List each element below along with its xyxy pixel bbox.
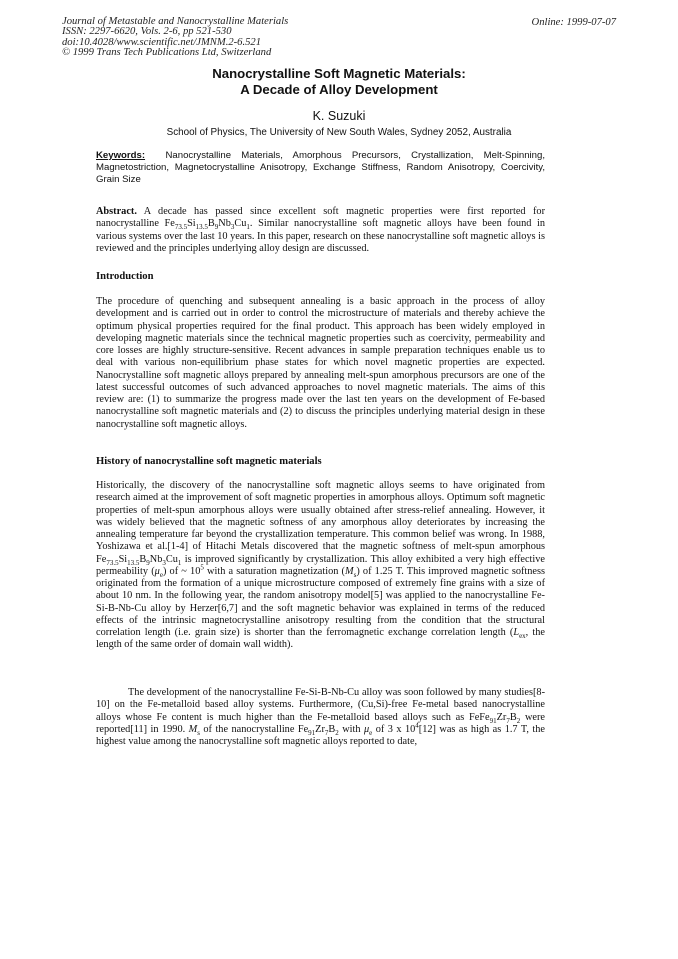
el-b: B bbox=[207, 218, 215, 230]
mu-sub-2: e bbox=[369, 728, 373, 737]
title-line-2: A Decade of Alloy Development bbox=[240, 81, 438, 97]
online-date: Online: 1999-07-07 bbox=[531, 17, 616, 28]
el-cu-2: Cu bbox=[165, 553, 178, 565]
history-text-1a: Historically, the discovery of the nanocrystalline soft magnetic alloys seems to have originated from research aimed at the improvement of soft magnetic properties in amorphous alloys. Optimum soft magnetic properties of melt-spun amorphous alloys were usually obtained after stress-relief annealing. However, it was widely believed that the magnetic softness of any amorphous alloy deteriorates by increasing the annealing temperature far beyond the crystallization temperature. This common belief was wrong. In 1988, Yoshizawa et al.[1-4] of Hitachi Metals discovered that the magnetic softness of melt-spun amorphous Fe bbox=[96, 480, 545, 565]
history-paragraph-1 bbox=[96, 480, 545, 652]
history-text-1e: ) of 1.25 T. This improved magnetic softness originated from the formation of a unique microstructure composed of extremely fine grains with a size of about 10 nm. In the following year, the random anisotropy model[5] was applied to the nanocrystalline Fe-Si-B-Nb-Cu alloy by Herzer[6,7] and the soft magnetic behavior was explained in terms of the reduced effects of the intrinsic magnetocrystalline anisotropy resulting from the condition that the structural correlation length (i.e. grain size) is shorter than the ferromagnetic exchange correlation length ( bbox=[96, 565, 546, 638]
el-b-4: B bbox=[328, 723, 336, 735]
paper-title bbox=[0, 66, 678, 97]
history-paragraph-2: The development of the nanocrystalline Fe-Si-B-Nb-Cu alloy was soon followed by many studies[8-10] on the Fe-metalloid based alloy systems. Furthermore, (Cu,Si)-free Fe-metal based nanocrystalline alloys whose Fe content is much higher than the Fe-metalloid based alloys such as $FeFe_{91}Zr_7B_2$ were reported[11] in 1990. $M_s$ of the nanocrystalline $Fe_{91}Zr_7B_2$ with $\mu_e$ of 3 x $10^4[12]$ was as high as 1.7 T, the highest value among the nanocrystalline soft magnetic alloys reported to date, bbox=[96, 687, 545, 747]
history-text-1d: with a saturation magnetization ( bbox=[203, 565, 345, 577]
history-text-2a: The development of the nanocrystalline Fe-Si-B-Nb-Cu alloy was soon followed by many studies[8-10] on the Fe-metalloid based alloy systems. Furthermore, (Cu,Si)-free Fe-metal based nanocrystalline alloys whose Fe content is much higher than the Fe-metalloid based alloys such as Fe bbox=[96, 687, 545, 723]
history-text-1f: , the length of the same order of domain wall width). bbox=[96, 627, 545, 651]
doi-link[interactable]: doi:10.4028/www.scientific.net/JMNM.2-6.521 bbox=[62, 36, 261, 48]
sub-b-4: 2 bbox=[335, 728, 339, 737]
exp-5: 5 bbox=[200, 563, 204, 572]
affiliation: School of Physics, The University of New South Wales, Sydney 2052, Australia bbox=[166, 127, 512, 138]
m-symbol-2: M bbox=[188, 723, 198, 735]
el-zr: Zr bbox=[496, 711, 507, 723]
history-text-1b: is improved significantly by crystallization. This alloy exhibited a very high effective permeability ( bbox=[96, 553, 545, 577]
keywords-block bbox=[96, 150, 545, 186]
l-symbol: L bbox=[513, 627, 520, 638]
journal-meta bbox=[62, 17, 288, 59]
el-nb: Nb bbox=[218, 218, 231, 230]
sub-cu: 1 bbox=[246, 223, 250, 232]
section-heading-introduction: Introduction bbox=[96, 271, 154, 282]
sub-b-2: 9 bbox=[146, 558, 150, 567]
history-text-1c: ) of ~ 10 bbox=[162, 565, 201, 577]
sub-fe-2: 73.5 bbox=[106, 558, 119, 567]
intro-paragraph: The procedure of quenching and subsequent annealing is a basic approach in the process of alloy development and is carried out in order to control the microstructure of materials and thereby achieve the optimum physical properties required for the final product. This approach has been widely employed in developing magnetic materials since the technical magnetic properties such as coercivity, permeability and core losses are highly structure-sensitive. Recent advances in sample preparation techniques enable us to deal with various non-equilibrium phase states for which novel magnetic properties are expected. Nanocrystalline soft magnetic alloys prepared by annealing melt-spun amorphous precursors are one of the latest successful outcomes of such advanced approaches to novel magnetic materials. The aims of this review are: (1) to summarize the progress made over the last ten years on the development of Fe-based nanocrystalline soft magnetic materials and (2) to discuss the principles underlying material design in these nanocrystalline soft magnetic alloys. bbox=[96, 296, 545, 430]
mu-symbol: μ bbox=[154, 565, 160, 577]
sub-si-2: 13.5 bbox=[127, 558, 140, 567]
el-zr-2: Zr bbox=[315, 723, 325, 735]
sub-b: 9 bbox=[214, 223, 219, 232]
m-sub-2: s bbox=[197, 728, 200, 737]
sub-nb-2: 3 bbox=[162, 558, 166, 567]
el-si-2: Si bbox=[118, 553, 128, 565]
history-text-2b: were reported[11] in 1990. bbox=[96, 711, 545, 735]
mu-symbol-2: μ bbox=[363, 723, 370, 735]
copyright-line: © 1999 Trans Tech Publications Ltd, Switzerland bbox=[62, 47, 272, 59]
exp-4: 4 bbox=[415, 721, 419, 730]
l-sub: ex bbox=[519, 632, 526, 641]
journal-name: Journal of Metastable and Nanocrystalline Materials bbox=[62, 16, 289, 27]
sub-zr: 7 bbox=[506, 716, 510, 725]
m-sub: s bbox=[353, 570, 357, 579]
keywords-text: Nanocrystalline Materials, Amorphous Precursors, Crystallization, Melt-Spinning, Magnetostriction, Magnetocrystalline Anisotropy, Exchange Stiffness, Random Anisotropy, Coercivity, Grain Size bbox=[96, 150, 545, 185]
sub-nb: 3 bbox=[230, 223, 235, 232]
issn-line: ISSN: 2297-6620, Vols. 2-6, pp 521-530 bbox=[62, 26, 232, 38]
author-name: K. Suzuki bbox=[312, 109, 366, 123]
section-heading-history: History of nanocrystalline soft magnetic materials bbox=[96, 456, 322, 467]
mu-sub: e bbox=[159, 570, 163, 579]
sub-zr-2: 7 bbox=[324, 728, 329, 737]
title-line-1: Nanocrystalline Soft Magnetic Materials: bbox=[212, 66, 466, 81]
el-nb-2: Nb bbox=[149, 553, 163, 565]
el-cu: Cu bbox=[234, 218, 247, 230]
keywords-label: Keywords: bbox=[96, 150, 146, 161]
m-symbol: M bbox=[345, 565, 354, 577]
sub-b-3: 2 bbox=[516, 716, 521, 725]
sub-si: 13.5 bbox=[195, 223, 208, 232]
sub-cu-2: 1 bbox=[177, 558, 182, 567]
history-text-2f: [12] was as high as 1.7 T, the highest value among the nanocrystalline soft magnetic alloys reported to date, bbox=[96, 723, 545, 747]
el-b-2: B bbox=[139, 553, 147, 565]
abstract-block bbox=[96, 206, 545, 255]
history-text-2d: with bbox=[338, 723, 364, 735]
el-si: Si bbox=[187, 218, 196, 230]
history-text-2e: of 3 x 10 bbox=[372, 723, 416, 735]
sub-fe91: 91 bbox=[489, 716, 497, 725]
sub-fe: 73.5 bbox=[174, 223, 188, 232]
abstract-text-1: A decade has passed since excellent soft magnetic properties were first reported for nanocrystalline Fe bbox=[96, 206, 545, 230]
el-b-3: B bbox=[509, 711, 517, 723]
abstract-text-2: . Similar nanocrystalline soft magnetic alloys have been found in various systems over the last 10 years. In this paper, research on these nanocrystalline soft magnetic alloys is reviewed and the principles underlying alloy design are discussed. bbox=[96, 218, 545, 254]
sub-fe91-2: 91 bbox=[308, 728, 316, 737]
abstract-label: Abstract. bbox=[96, 206, 137, 217]
history-text-2c: of the nanocrystalline Fe bbox=[199, 723, 309, 735]
